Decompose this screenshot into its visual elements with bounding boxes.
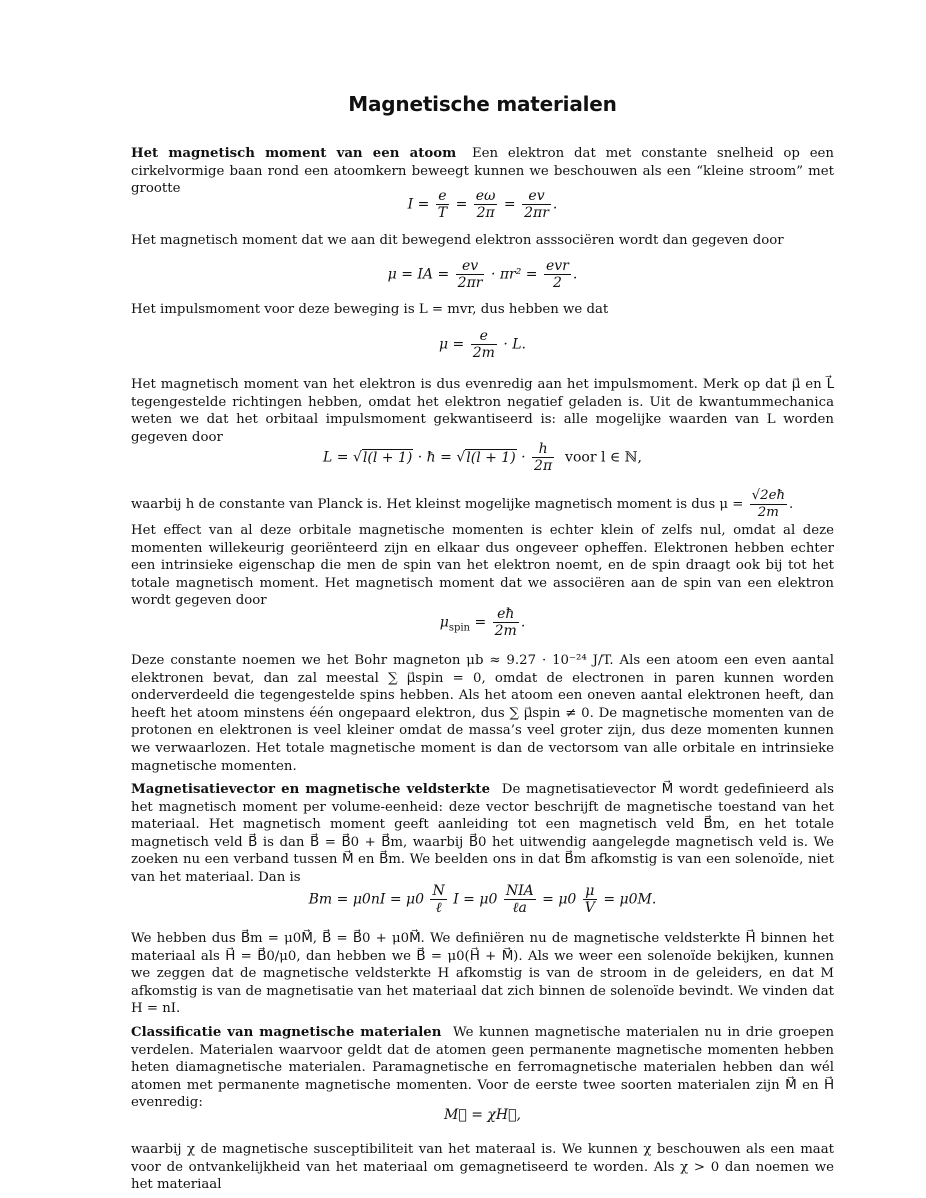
page-title: Magnetische materialen	[348, 92, 617, 116]
eq-term: μ =	[438, 336, 465, 353]
equation-spin	[131, 606, 834, 639]
numerator: NIA	[505, 883, 534, 899]
eq-term: I = μ0	[453, 891, 498, 908]
eq-condition: voor l ∈ ℕ,	[565, 449, 642, 466]
denominator: T	[437, 205, 448, 221]
paragraph	[131, 232, 834, 250]
paragraph	[131, 376, 834, 446]
denominator: ℓa	[512, 900, 527, 916]
eq-subscript: spin	[448, 622, 470, 634]
fraction	[474, 188, 498, 221]
numerator: √2eħ	[751, 488, 786, 503]
eq-term: .	[552, 196, 558, 213]
eq-term: μ	[439, 614, 449, 631]
eq-term: .	[520, 614, 526, 631]
fraction	[750, 488, 787, 521]
equation-angular	[131, 328, 834, 361]
fraction	[583, 883, 597, 916]
denominator: 2m	[472, 345, 495, 361]
paragraph-text: We kunnen magnetische materialen nu in drie groepen verdelen. Materialen waarvoor geldt dat de atomen geen permanente magnetische momenten hebben heten diamagnetische materialen. Paramagnetische en ferromagnetische materialen hebben dan wél atomen met permanente magnetische momenten. Voor de eerste twee soorten materialen zijn M⃗ en H⃗ evenredig:	[131, 1025, 835, 1111]
section-classification	[131, 1024, 834, 1112]
text-span: waarbij h de constante van Planck is. Het kleinst mogelijke magnetisch moment is dus μ =	[131, 497, 744, 512]
denominator: 2π	[476, 205, 495, 221]
paragraph-text: Het magnetisch moment van het elektron is dus evenredig aan het impulsmoment. Merk op dat μ⃗ en L⃗ tegengestelde richtingen hebben, omdat het elektron negatief geladen is. Uit de kwantummechanica weten we dat het orbitaal impulsmoment gekwantiseerd is: alle mogelijke waarden van L worden gegeven door	[131, 377, 834, 445]
equation-moment	[131, 258, 834, 291]
denominator: 2πr	[457, 275, 483, 291]
paragraph	[131, 1141, 834, 1194]
eq-term: .	[572, 266, 578, 283]
paragraph	[131, 522, 834, 610]
eq-term: L =	[323, 449, 349, 466]
section-heading: Het magnetisch moment van een atoom	[131, 146, 457, 161]
paragraph-text: waarbij h de constante van Planck is. Het kleinst mogelijke magnetisch moment is dus μ = $\frac{√2eħ}{2m}$ .	[131, 488, 794, 520]
section-heading: Classificatie van magnetische materialen	[131, 1025, 442, 1040]
paragraph-text: De magnetisatievector M⃗ wordt gedefinieerd als het magnetisch moment per volume-eenheid: deze vector beschrijft de magnetische toestand van het materiaal. Het magnetisch moment geeft aanleiding tot een magnetisch veld B⃗m, en het totale magnetisch veld B⃗ is dan B⃗ = B⃗0 + B⃗m, waarbij B⃗0 het uitwendig aangelegde magnetisch veld is. We zoeken nu een verband tussen M⃗ en B⃗m. We beelden ons in dat B⃗m afkomstig is van een solenoïde, niet van het materiaal. Dan is	[131, 782, 834, 885]
fraction	[504, 883, 536, 916]
paragraph-text: We hebben dus B⃗m = μ0M⃗, B⃗ = B⃗0 + μ0M⃗. We definiëren nu de magnetische veldsterkte H⃗ binnen het materiaal als H⃗ = B⃗0/μ0, dan hebben we B⃗ = μ0(H⃗ + M⃗). Als we weer een solenoïde bekijken, kunnen we zeggen dat de magnetische veldsterkte H afkomstig is van de stroom in de geleiders, en dat M afkomstig is van de magnetisatie van het materiaal dat zich binnen de solenoïde bevindt. We vinden dat H = nI.	[131, 931, 834, 1017]
paragraph-text: Deze constante noemen we het Bohr magneton μb ≈ 9.27 · 10⁻²⁴ J/T. Als een atoom een even aantal elektronen bevat, dan zal meestal ∑ μ⃗spin = 0, omdat de electronen in paren kunnen worden onderverdeeld die tegengestelde spins hebben. Als het atoom een oneven aantal elektronen heeft, dan heeft het atoom minstens één ongepaard elektron, dus ∑ μ⃗spin ≠ 0. De magnetische momenten van de protonen en elektronen is veel kleiner omdat de massa’s veel groter zijn, dus deze momenten kunnen we verwaarlozen. Het totale magnetische moment is dan de vectorsom van alle orbitale en intrinsieke magnetische momenten.	[131, 653, 834, 774]
section-heading: Magnetisatievector en magnetische veldsterkte	[131, 782, 491, 797]
eq-term: Bm = μ0nI = μ0	[308, 891, 425, 908]
eq-term: =	[503, 196, 516, 213]
paragraph	[131, 301, 834, 319]
denominator: 2πr	[524, 205, 549, 221]
denominator: V	[584, 900, 595, 916]
equation-susceptibility: M⃗ = χH⃗,	[444, 1107, 521, 1123]
numerator: ev	[522, 188, 551, 205]
denominator: 2m	[757, 505, 779, 520]
paragraph	[131, 652, 834, 775]
eq-term: ·	[521, 449, 526, 466]
fraction	[456, 258, 485, 291]
eq-term: μ = IA =	[387, 266, 450, 283]
paragraph-text: waarbij χ de magnetische susceptibiliteit van het materaal is. We kunnen χ beschouwen als een maat voor de ontvankelijkheid van het materiaal om gemagnetiseerd te worden. Als χ > 0 dan noemen we het materiaal	[131, 1142, 834, 1193]
denominator: 2	[552, 275, 562, 291]
fraction	[471, 328, 497, 361]
eq-term: =	[455, 196, 468, 213]
numerator: μ	[583, 883, 597, 900]
eq-term: · πr² =	[490, 266, 538, 283]
fraction	[493, 606, 519, 639]
fraction	[522, 188, 551, 221]
paragraph-text: Het magnetisch moment dat we aan dit bewegend elektron asssociëren wordt dan gegeven door	[131, 233, 784, 248]
numerator: eω	[475, 188, 496, 204]
sqrt-term: l(l + 1)	[466, 449, 516, 466]
denominator: 2π	[534, 458, 553, 474]
denominator: ℓ	[435, 900, 442, 916]
sqrt-term: l(l + 1)	[362, 449, 413, 466]
equation-solenoid	[131, 883, 834, 916]
paragraph	[131, 1024, 834, 1112]
paragraph-text: Het effect van al deze orbitale magnetische momenten is echter klein of zelfs nul, omdat al deze momenten willekeurig georiënteerd zijn en elkaar dus ongeveer opheffen. Elektronen hebben echter een intrinsieke eigenschap die men de spin van het elektron noemt, en de spin draagt ook bij tot het totale magnetisch moment. Het magnetisch moment dat we associëren aan de spin van een elektron wordt gegeven door	[131, 523, 834, 609]
numerator: e	[436, 188, 449, 205]
numerator: eħ	[493, 606, 519, 623]
paragraph-text: Een elektron dat met constante snelheid op een cirkelvormige baan rond een atoomkern beweegt kunnen we beschouwen als een “kleine stroom” met grootte	[131, 146, 834, 197]
section-magnetization	[131, 781, 834, 887]
paragraph	[131, 930, 834, 1018]
numerator: ev	[456, 258, 485, 275]
fraction	[436, 188, 449, 221]
eq-term: = μ0M.	[603, 891, 657, 908]
eq-term: = μ0	[542, 891, 577, 908]
numerator: h	[532, 441, 554, 458]
numerator: evr	[545, 258, 569, 274]
paragraph-text: Het impulsmoment voor deze beweging is L = mvr, dus hebben we dat	[131, 302, 609, 317]
numerator: e	[471, 328, 497, 345]
eq-term: · L.	[503, 336, 527, 353]
paragraph	[131, 488, 834, 521]
fraction	[532, 441, 554, 474]
equation-quantized: L = √l(l + 1) · ħ = √l(l + 1) · $\frac{h}{2\pi}$ voor l ∈ ℕ,	[323, 441, 642, 474]
numerator: N	[432, 883, 445, 899]
denominator: 2m	[494, 623, 517, 639]
eq-term: =	[474, 614, 487, 631]
equation-current	[131, 188, 834, 221]
fraction	[544, 258, 571, 291]
eq-term: I =	[407, 196, 430, 213]
eq-term: · ħ =	[417, 449, 452, 466]
fraction	[430, 883, 446, 916]
paragraph	[131, 781, 834, 887]
